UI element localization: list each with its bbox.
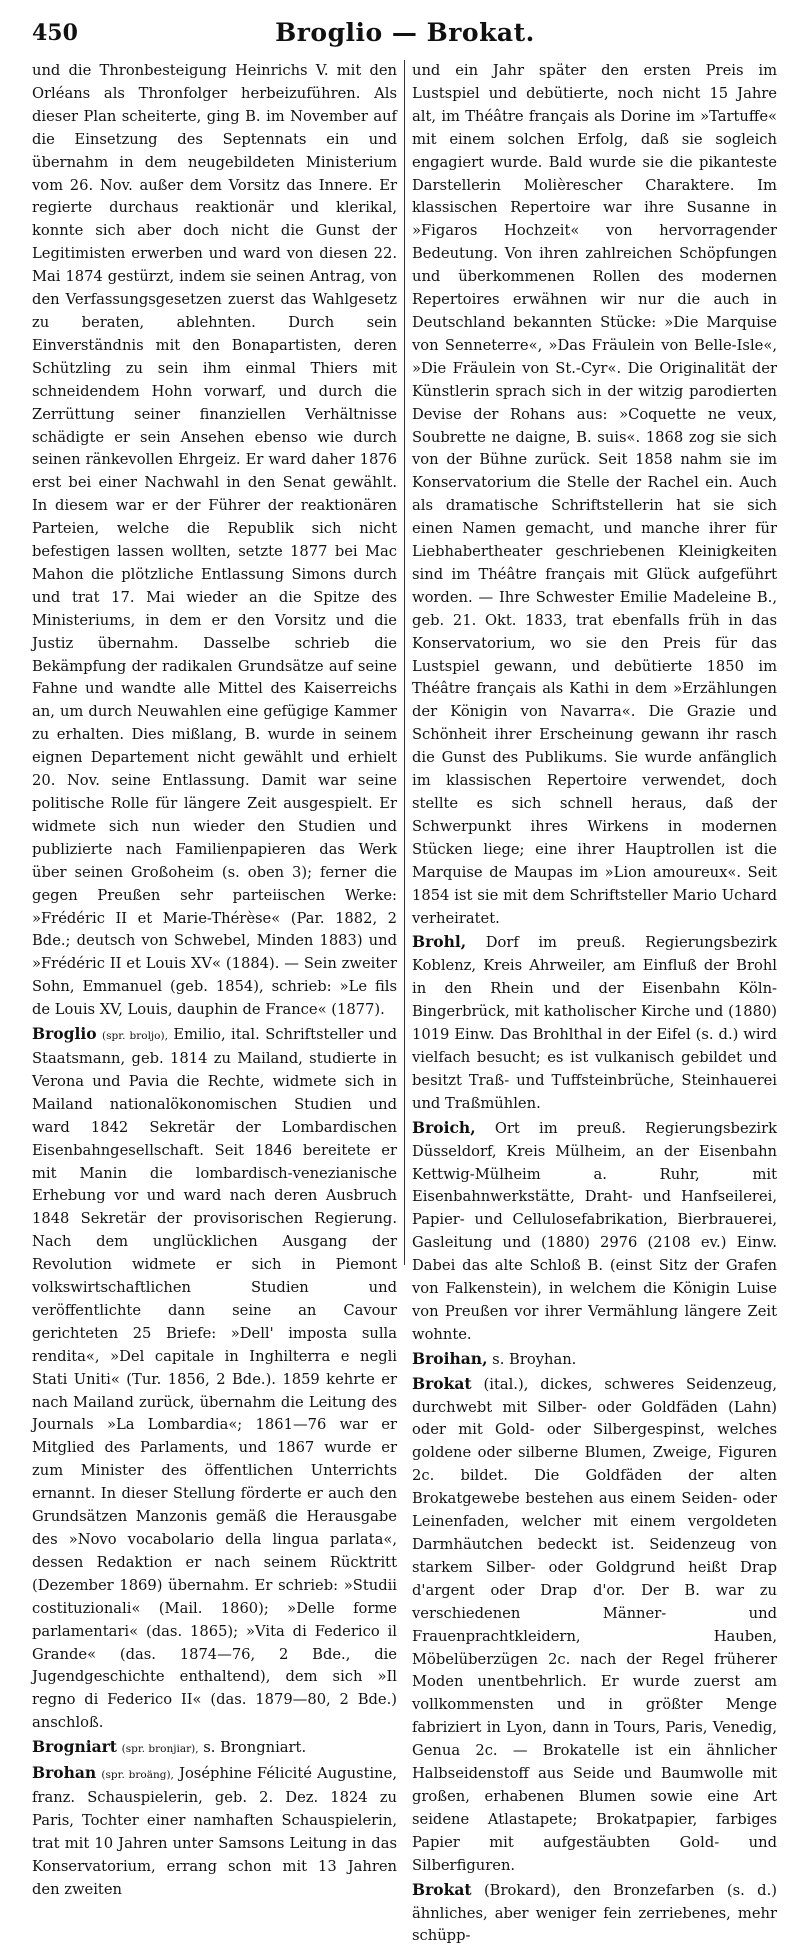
right-column <box>412 60 778 1945</box>
headword: Brohan <box>32 1763 97 1783</box>
text-columns <box>32 60 778 1945</box>
headword: Broglio <box>32 1024 97 1044</box>
headword: Brohl, <box>412 932 467 952</box>
column-rule <box>397 60 412 1265</box>
headword: Brokat <box>412 1879 472 1899</box>
entry-text: s. Brongniart. <box>203 1739 307 1757</box>
entry-text: Dorf im preuß. Regierungsbezirk Koblenz, Kreis Ahrweiler, am Einfluß der Brohl in den Rhein und der Eisenbahn Köln-Bingerbrück, mit katholischer Kirche und (1880) 1019 Einw. Das Brohlthal in der Eifel (s. d.) wird vielfach besucht; es ist vulkanisch gebildet und besitzt Traß- und Tuffsteinbrüche, Steinhauerei und Traßmühlen. <box>412 934 778 1112</box>
left-column <box>32 60 397 1898</box>
pronunciation: (spr. bronjiar), <box>121 1743 199 1756</box>
entry-text: Joséphine Félicité Augustine, franz. Schauspielerin, geb. 2. Dez. 1824 zu Paris, Tochter einer namhaften Schauspielerin, trat mit 10 Jahren unter Samsons Leitung in das Konservatorium, errang schon mit 13 Jahren den zweiten <box>32 1765 397 1898</box>
entry-continuation <box>412 60 777 930</box>
entry-text: s. Broyhan. <box>492 1350 577 1368</box>
entry-brohl <box>412 931 777 1115</box>
entry-text: und ein Jahr später den ersten Preis im Lustspiel und debütierte, noch nicht 15 Jahre alt, im Théâtre français als Dorine im »Tartuffe« mit einem solchen Erfolg, daß sie sogleich engagiert wurde. Bald wurde sie die pikanteste Darstellerin Molièrescher Charaktere. Im klassischen Repertoire war ihre Susanne in »Figaros Hochzeit« von hervorragender Bedeutung. Von ihren zahlreichen Schöpfungen und überkommenen Rollen des modernen Repertoires erwähnen wir nur die auch in Deutschland bekannten Stücke: »Die Marquise von Senneterre«, »Das Fräulein von Belle-Isle«, »Die Fräulein von St.-Cyr«. Die Originalität der Künstlerin sprach sich in der witzig parodierten Devise der Rohans aus: »Coquette ne veux, Soubrette ne daigne, B. suis«. 1868 zog sie sich von der Bühne zurück. Seit 1858 nahm sie im Konservatorium die Stelle der Rachel ein. Auch als dramatische Schriftstellerin hat sie sich einen Namen gemacht, und manche ihrer für Liebhabertheater geschriebenen Kleinigkeiten sind im Théâtre français mit Glück aufgeführt worden. — Ihre Schwester Emilie Madeleine B., geb. 21. Okt. 1833, trat ebenfalls früh in das Konservatorium, wo sie den Preis für das Lustspiel gewann, und debütierte 1850 im Théâtre français als Kathi in dem »Erzählungen der Königin von Navarra«. Die Grazie und Schönheit ihrer Erscheinung gewann ihr rasch die Gunst des Publikums. Sie wurde anfänglich im klassischen Repertoire verwendet, doch stellte es sich schnell heraus, daß der Schwerpunkt ihres Wirkens in modernen Stücken liege; eine ihrer Hauptrollen ist die Marquise de Maupas im »Lion amoureux«. Seit 1854 ist sie mit dem Schriftsteller Mario Uchard verheiratet. <box>412 62 777 927</box>
entry-text: (ital.), dickes, schweres Seidenzeug, durchwebt mit Silber- oder Goldfäden (Lahn) oder mit Gold- oder Silbergespinst, welches goldene oder silberne Blumen, Zweige, Figuren 2c. bildet. Die Goldfäden der alten Brokatgewebe bestehen aus einem Seiden- oder Leinenfaden, welcher mit einem vergoldeten Darmhäutchen bedeckt ist. Seidenzeug von starkem Silber- oder Goldgrund heißt Drap d'argent oder Drap d'or. Der B. war zu verschiedenen Männer- und Frauenprachtkleidern, Hauben, Möbelüberzügen 2c. nach der Regel früherer Moden unentbehrlich. Er wurde zuerst am vollkommensten und in größter Menge fabriziert in Lyon, dann in Tours, Paris, Venedig, Genua 2c. — Brokatelle ist ein ähnlicher Halbseidenstoff aus Seide und Baumwolle mit großen, erhabenen Blumen sowie eine Art seidene Atlastapete; Brokatpapier, farbiges Papier mit aufgestäubten Gold- und Silberfiguren. <box>412 1375 778 1874</box>
entry-broglio-emilio <box>32 1023 397 1735</box>
entry-text: Ort im preuß. Regierungsbezirk Düsseldorf, Kreis Mülheim, an der Eisenbahn Kettwig-Mülheim a. Ruhr, mit Eisenbahnwerkstätte, Draht- und Hanfseilerei, Papier- und Cellulosefabrikation, Bierbrauerei, Gasleitung und (1880) 2976 (2108 ev.) Einw. Dabei das alte Schloß B. (einst Sitz der Grafen von Falkenstein), in welchem die Königin Luise von Preußen vor ihrer Vermählung längere Zeit wohnte. <box>412 1119 777 1343</box>
pronunciation: (spr. broäng), <box>101 1769 174 1782</box>
entry-text: und die Thronbesteigung Heinrichs V. mit den Orléans als Thronfolger herbeizuführen. Als dieser Plan scheiterte, ging B. im November auf die Einsetzung des Septennats ein und übernahm in dem neugebildeten Ministerium vom 26. Nov. außer dem Vorsitz das Innere. Er regierte durchaus reaktionär und klerikal, konnte sich aber doch nicht die Gunst der Legitimisten erwerben und ward von diesen 22. Mai 1874 gestürzt, indem sie seinen Antrag, von den Verfassungsgesetzen zuerst das Wahlgesetz zu beraten, ablehnten. Durch sein Einverständnis mit den Bonapartisten, deren Schützling zu sein ihm einmal Thiers mit schneidendem Hohn vorwarf, und durch die Zerrüttung seiner finanziellen Verhältnisse schädigte er sein Ansehen ebenso wie durch seinen ränkevollen Ehrgeiz. Er ward daher 1876 erst bei einer Nachwahl in den Senat gewählt. In diesem war er der Führer der reaktionären Parteien, welche die Republik sich nicht befestigen lassen wollten, setzte 1877 bei Mac Mahon die plötzliche Entlassung Simons durch und trat 17. Mai wieder an die Spitze des Ministeriums, in dem er den Vorsitz und die Justiz übernahm. Dasselbe schrieb die Bekämpfung der radikalen Grundsätze auf seine Fahne und wandte alle Mittel des Kaiserreichs an, um durch Neuwahlen eine gefügige Kammer zu erhalten. Dies mißlang, B. wurde in seinem eignen Departement nicht gewählt und erhielt 20. Nov. seine Entlassung. Damit war seine politische Rolle für längere Zeit ausgespielt. Er widmete sich nun wieder den Studien und publizierte nach Familienpapieren das Werk über seinen Großoheim (s. oben 3); ferner die gegen Preußen sehr parteiischen Werke: »Frédéric II et Marie-Thérèse« (Par. 1882, 2 Bde.; deutsch von Schwebel, Minden 1883) und »Frédéric II et Louis XV« (1884). — Sein zweiter Sohn, Emmanuel (geb. 1854), schrieb: »Le fils de Louis XV, Louis, dauphin de France« (1877). <box>32 62 397 1019</box>
headword: Brogniart <box>32 1737 117 1757</box>
headword: Broich, <box>412 1117 476 1137</box>
entry-text: (Brokard), den Bronzefarben (s. d.) ähnliches, aber weniger fein zerriebenes, mehr schüpp- <box>412 1881 777 1945</box>
headword: Brokat <box>412 1373 472 1393</box>
running-title: Broglio — Brokat. <box>275 18 535 47</box>
entry-brokat-bronze <box>412 1879 777 1948</box>
pronunciation: (spr. broljo), <box>102 1030 168 1043</box>
entry-text: Emilio, ital. Schriftsteller und Staatsmann, geb. 1814 zu Mailand, studierte in Verona und Pavia die Rechte, widmete sich in Mailand nationalökonomischen Studien und ward 1842 Sekretär der Lombardischen Eisenbahngesellschaft. Seit 1846 bereitete er mit Manin die lombardisch-venezianische Erhebung vor und ward nach deren Ausbruch 1848 Sekretär der provisorischen Regierung. Nach dem unglücklichen Ausgang der Revolution widmete er sich in Piemont volkswirtschaftlichen Studien und veröffentlichte dann seine an Cavour gerichteten 25 Briefe: »Dell' imposta sulla rendita«, »Del capitale in Inghilterra e negli Stati Uniti« (Tur. 1856, 2 Bde.). 1859 kehrte er nach Mailand zurück, übernahm die Leitung des Journals »La Lombardia«; 1861—76 war er Mitglied des Parlaments, und 1867 wurde er zum Minister des öffentlichen Unterrichts ernannt. In dieser Stellung förderte er auch den Grundsätzen Manzonis gemäß die Herausgabe des »Novo vocabolario della lingua parlata«, dessen Redaktion er nach seinem Rücktritt (Dezember 1869) übernahm. Er schrieb: »Studii costituzionali« (Mail. 1860); »Delle forme parlamentari« (das. 1865); »Vita di Federico il Grande« (das. 1874—76, 2 Bde., die Jugendgeschichte enthaltend), dem sich »Il regno di Federico II« (das. 1879—80, 2 Bde.) anschloß. <box>32 1026 397 1732</box>
entry-brogniart <box>32 1736 397 1761</box>
entry-broich <box>412 1117 777 1347</box>
entry-broihan <box>412 1348 777 1372</box>
page-number: 450 <box>32 20 78 46</box>
entry-continuation <box>32 60 397 1022</box>
page-header <box>32 18 778 52</box>
entry-brokat <box>412 1373 777 1878</box>
entry-brohan <box>32 1762 397 1901</box>
headword: Broihan, <box>412 1348 488 1368</box>
